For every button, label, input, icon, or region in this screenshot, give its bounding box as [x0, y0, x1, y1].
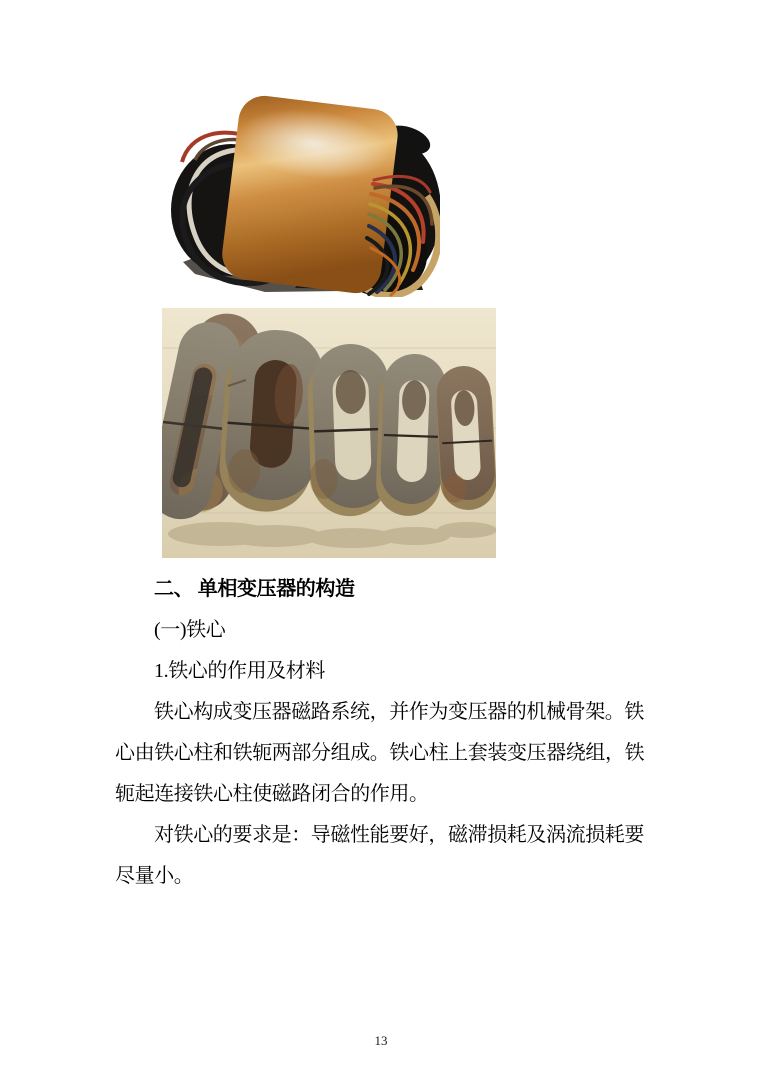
paragraph2-line2: 尽量小。 — [115, 865, 194, 887]
subheading-core-function: 1.铁心的作用及材料 — [154, 660, 325, 682]
transformer-photo — [155, 92, 440, 297]
body-text — [115, 569, 647, 897]
transformer-illustration — [155, 92, 440, 297]
page-number: 13 — [374, 1033, 388, 1048]
core-4 — [375, 353, 447, 517]
paragraph2-line1: 对铁心的要求是：导磁性能要好，磁滞损耗及涡流损耗要 — [154, 824, 644, 846]
paragraph1-line3: 轭起连接铁心柱使磁路闭合的作用。 — [115, 783, 429, 805]
paragraph1-line1: 铁心构成变压器磁路系统，并作为变压器的机械骨架。铁 — [154, 701, 644, 723]
paragraph1-line2: 心由铁心柱和铁轭两部分组成。铁心柱上套装变压器绕组，铁 — [115, 742, 645, 764]
iron-cores-illustration — [162, 308, 496, 558]
section-heading: 二、 单相变压器的构造 — [154, 578, 355, 600]
core-5 — [434, 365, 496, 512]
subheading-core: (一)铁心 — [154, 619, 226, 641]
iron-cores-photo — [162, 308, 496, 558]
